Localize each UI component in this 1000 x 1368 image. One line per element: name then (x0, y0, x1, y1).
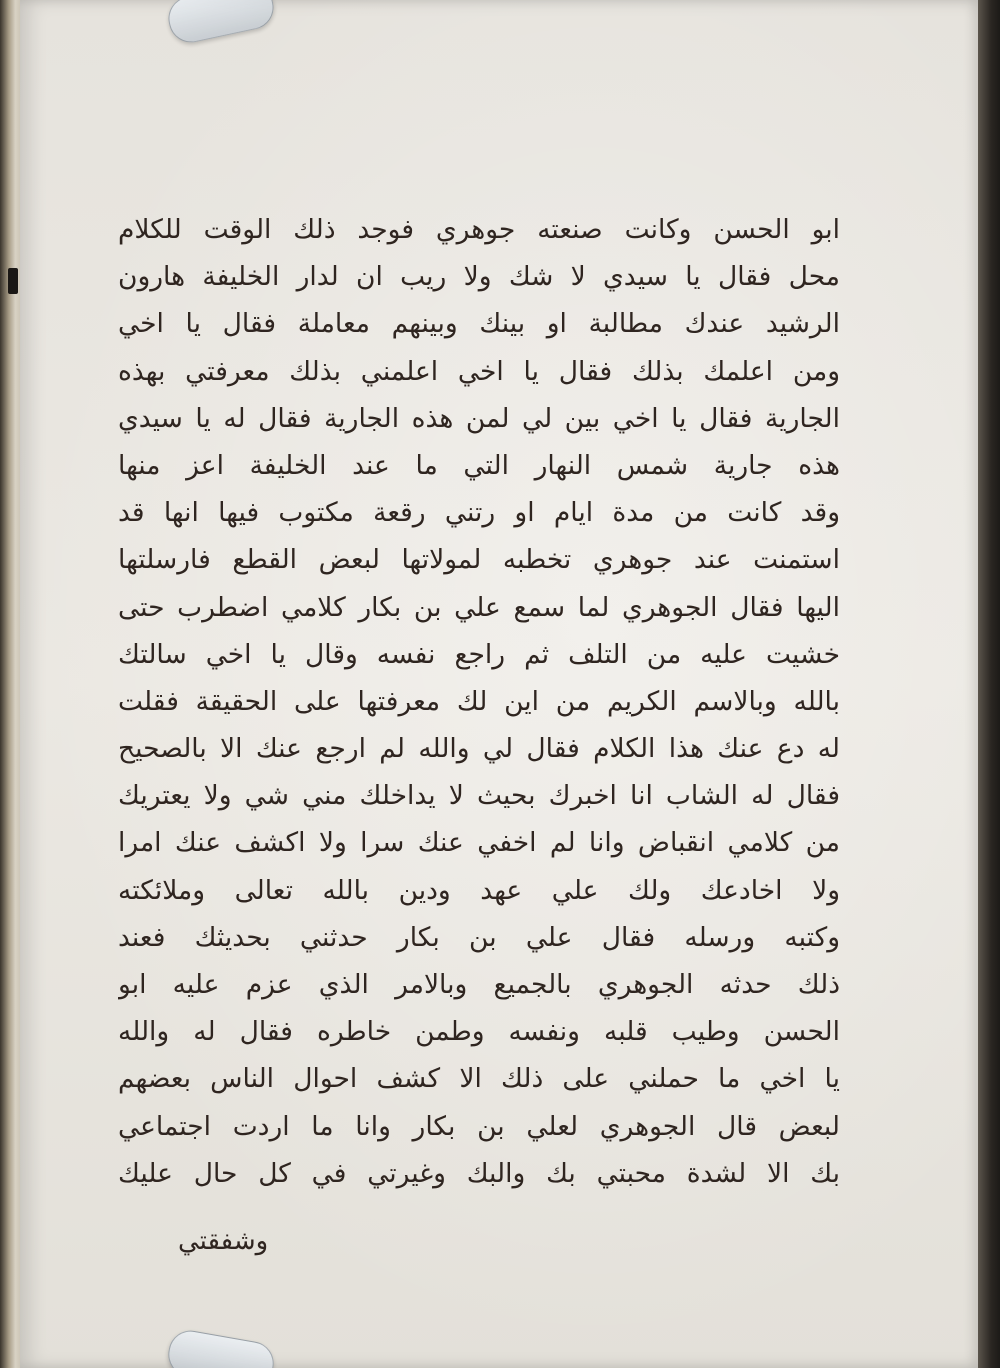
page-right-edge (978, 0, 1000, 1368)
text-line: هذه جارية شمس النهار التي ما عند الخليفة اعز منها (118, 449, 840, 481)
catchword: وشفقتي (178, 1226, 269, 1256)
text-line: الحسن وطيب قلبه ونفسه وطمن خاطره فقال له والله (118, 1016, 840, 1048)
text-line: فقال له الشاب انا اخبرك بحيث لا يداخلك مني شي ولا يعتريك (118, 780, 840, 812)
text-line: بك الا لشدة محبتي بك والبك وغيرتي في كل حال عليك (118, 1157, 840, 1189)
text-line: وقد كانت من مدة ايام او رتني رقعة مكتوب فيها انها قد (118, 497, 840, 529)
text-line: له دع عنك هذا الكلام فقال لي والله لم ارجع عنك الا بالصحيح (118, 733, 840, 765)
binding-edge (0, 0, 22, 1368)
text-line: بالله وبالاسم الكريم من اين لك معرفتها على الحقيقة فقلت (118, 685, 840, 717)
text-line: الرشيد عندك مطالبة او بينك وبينهم معاملة فقال يا اخي (118, 308, 840, 340)
text-line: من كلامي انقباض وانا لم اخفي عنك سرا ولا اكشف عنك امرا (118, 827, 840, 859)
text-line: اليها فقال الجوهري لما سمع علي بن بكار كلامي اضطرب حتى (118, 591, 840, 623)
text-line: وكتبه ورسله فقال علي بن بكار حدثني بحديثك فعند (118, 921, 840, 953)
text-line: الجارية فقال يا اخي بين لي لمن هذه الجارية فقال له يا سيدي (118, 402, 840, 434)
text-line: خشيت عليه من التلف ثم راجع نفسه وقال يا اخي سالتك (118, 638, 840, 670)
text-line: ولا اخادعك ولك علي عهد ودين بالله تعالى وملائكته (118, 874, 840, 906)
manuscript-page (20, 0, 978, 1368)
text-line: ذلك حدثه الجوهري بالجميع وبالامر الذي عزم عليه ابو (118, 969, 840, 1000)
text-line: محل فقال يا سيدي لا شك ولا ريب ان لدار الخليفة هارون (118, 261, 840, 293)
manuscript-text-block (118, 206, 840, 1197)
text-line: لبعض قال الجوهري لعلي بن بكار وانا ما اردت اجتماعي (118, 1110, 840, 1142)
text-line: ومن اعلمك بذلك فقال يا اخي اعلمني بذلك معرفتي بهذه (118, 355, 840, 387)
text-line: استمنت عند جوهري تخطبه لمولاتها لبعض القطع فارسلتها (118, 544, 840, 576)
text-line: ابو الحسن وكانت صنعته جوهري فوجد ذلك الوقت للكلام (118, 214, 840, 245)
text-line: يا اخي ما حملني على ذلك الا كشف احوال الناس بعضهم (118, 1063, 840, 1095)
binding-tab (8, 268, 18, 294)
